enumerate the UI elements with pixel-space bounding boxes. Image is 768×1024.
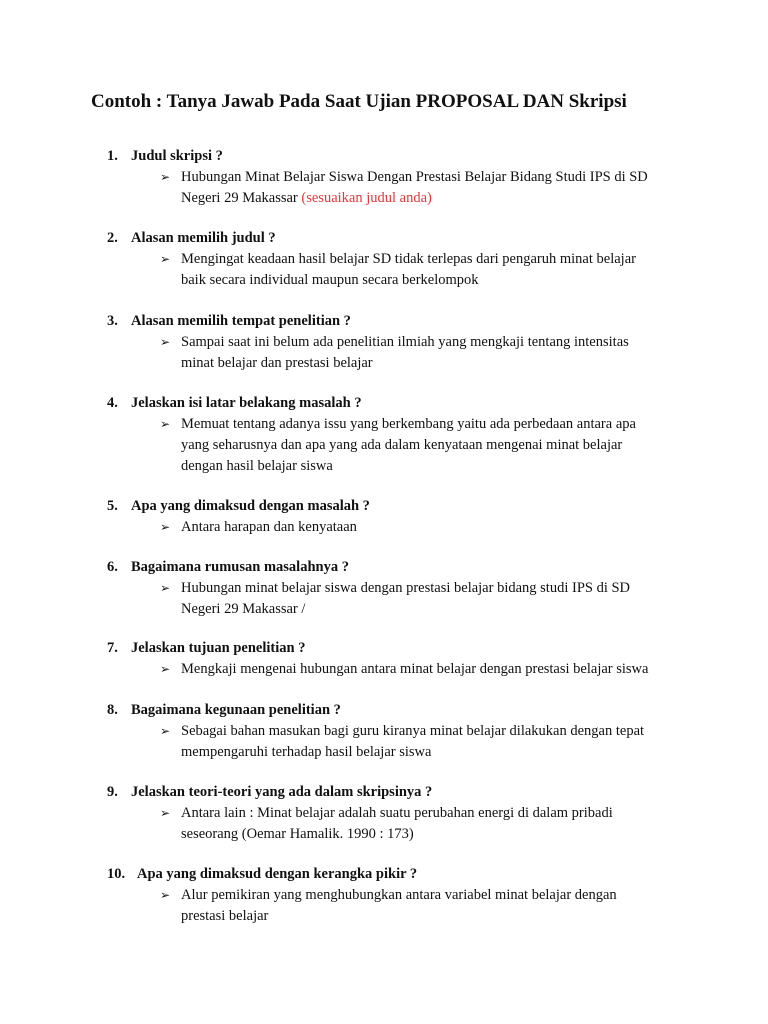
question-number: 2. [107, 230, 118, 246]
arrow-bullet-icon: ➢ [160, 581, 171, 595]
arrow-bullet-icon: ➢ [160, 520, 171, 534]
answer-text: Mengkaji mengenai hubungan antara minat belajar dengan prestasi belajar siswa [181, 661, 649, 677]
answer-text: Alur pemikiran yang menghubungkan antara variabel minat belajar dengan prestasi belajar [181, 887, 617, 924]
answer-text: Antara lain : Minat belajar adalah suatu perubahan energi di dalam pribadi seseorang (Oemar Hamalik. 1990 : 173) [181, 805, 613, 842]
arrow-bullet-icon: ➢ [160, 252, 171, 266]
arrow-bullet-icon: ➢ [160, 417, 171, 431]
question-number: 1. [107, 148, 118, 164]
question-text: Bagaimana kegunaan penelitian ? [131, 702, 341, 718]
question-text: Judul skripsi ? [131, 148, 223, 164]
question-number: 6. [107, 559, 118, 575]
question-text: Apa yang dimaksud dengan kerangka pikir ? [137, 866, 418, 882]
question-number: 7. [107, 640, 118, 656]
question-text: Apa yang dimaksud dengan masalah ? [131, 498, 370, 514]
arrow-bullet-icon: ➢ [160, 662, 171, 676]
answer-text: Memuat tentang adanya issu yang berkembang yaitu ada perbedaan antara apa yang seharusnya dan apa yang ada dalam kenyataan mengenai minat belajar dengan hasil belajar siswa [181, 416, 636, 474]
arrow-bullet-icon: ➢ [160, 170, 171, 184]
answer-text: Sebagai bahan masukan bagi guru kiranya minat belajar dilakukan dengan tepat mempengaruhi terhadap hasil belajar siswa [181, 723, 645, 760]
question-number: 4. [107, 395, 118, 411]
answer-text: Antara harapan dan kenyataan [181, 519, 357, 535]
arrow-bullet-icon: ➢ [160, 724, 171, 738]
answer-text: Sampai saat ini belum ada penelitian ilmiah yang mengkaji tentang intensitas minat belajar dan prestasi belajar [181, 334, 629, 371]
document-title: Contoh : Tanya Jawab Pada Saat Ujian PROPOSAL DAN Skripsi [91, 91, 627, 112]
arrow-bullet-icon: ➢ [160, 806, 171, 820]
answer-text [181, 167, 671, 209]
question-number: 3. [107, 313, 118, 329]
arrow-bullet-icon: ➢ [160, 335, 171, 349]
question-number: 8. [107, 702, 118, 718]
question-number: 5. [107, 498, 118, 514]
answer-text: Hubungan minat belajar siswa dengan prestasi belajar bidang studi IPS di SD Negeri 29 Makassar / [181, 580, 631, 617]
arrow-bullet-icon: ➢ [160, 888, 171, 902]
answer-note: (sesuaikan judul anda) [301, 190, 432, 206]
answer-text: Mengingat keadaan hasil belajar SD tidak terlepas dari pengaruh minat belajar baik secara individual maupun secara berkelompok [181, 251, 636, 288]
question-text: Bagaimana rumusan masalahnya ? [131, 559, 349, 575]
question-text: Alasan memilih judul ? [131, 230, 276, 246]
question-text: Jelaskan isi latar belakang masalah ? [131, 395, 362, 411]
answer-body: Hubungan Minat Belajar Siswa Dengan Prestasi Belajar Bidang Studi IPS di SD Negeri 29 Makassar [181, 169, 648, 206]
question-text: Alasan memilih tempat penelitian ? [131, 313, 351, 329]
question-number: 10. [107, 866, 126, 882]
question-text: Jelaskan tujuan penelitian ? [131, 640, 306, 656]
question-text: Jelaskan teori-teori yang ada dalam skripsinya ? [131, 784, 433, 800]
question-number: 9. [107, 784, 118, 800]
